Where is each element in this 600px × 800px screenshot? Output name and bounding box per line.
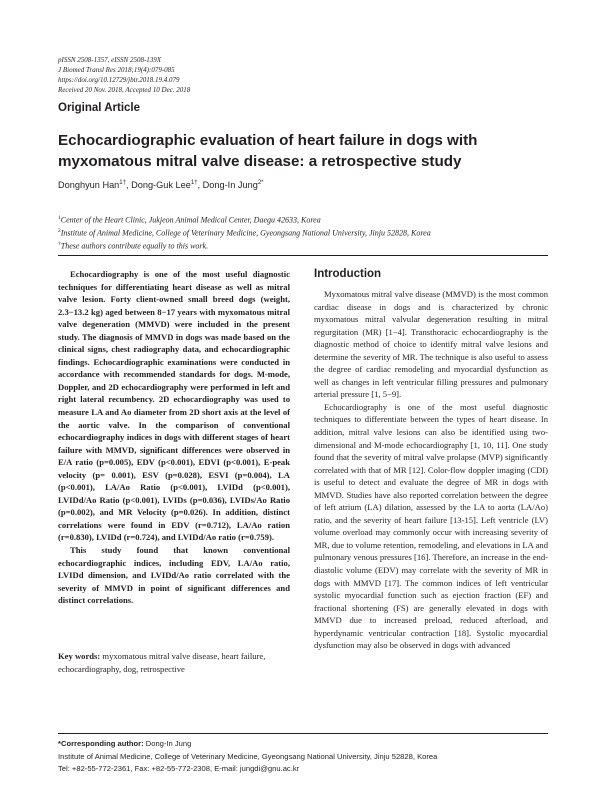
author-separator: , [125, 180, 132, 191]
author-affiliation-mark: 1† [190, 180, 198, 186]
corresponding-author-address: Institute of Animal Medicine, College of Veterinary Medicine, Gyeongsang National University, Jinju 52828, Korea [58, 751, 438, 761]
author-name: Dong-In Jung [202, 180, 258, 191]
corresponding-author-footnote [58, 738, 437, 776]
introduction-heading: Introduction [314, 268, 382, 280]
author-name: Donghyun Han [58, 180, 120, 191]
author-list [58, 180, 264, 190]
affiliation-text: These authors contribute equally to this work. [60, 241, 209, 251]
received-accepted-dates: Received 20 Nov. 2018, Accepted 10 Dec. 2018 [58, 86, 191, 94]
introduction-paragraph: Myxomatous mitral valve disease (MMVD) is the most common cardiac disease in dogs and is characterized by chronic myxomatous mitral valvular degeneration resulting in mitral regurgitation (MR) [1−4]. Transthoracic echocardiography is the diagnostic method of choice to identify mitral valve lesions and determine the severity of MR. The technique is also useful to assess the degree of cardiac remodeling and myocardial dysfunction as well as changes in left ventricular filling pressures and pulmonary arterial pressure [1, 5−9]. [314, 289, 548, 400]
introduction-body [314, 288, 548, 652]
keywords-text: myxomatous mitral valve disease, heart failure, echocardiography, dog, retrospective [58, 651, 266, 674]
affiliation-mark: 1 [58, 215, 61, 221]
footnote-divider [58, 733, 548, 734]
introduction-paragraph: Echocardiography is one of the most useful diagnostic techniques to differentiate between the types of heart disease. In addition, mitral valve lesions can also be identified using two-dimensional and M-mode echocardiography [1, 10, 11]. One study found that the severity of mitral valve prolapse (MVP) significantly correlated with that of MR [12]. Color-flow doppler imaging (CDI) is useful to detect and evaluate the degree of MR in dogs with MMVD. Studies have also reported correlation between the degree of left atrium (LA) dilation, assessed by the LA to aorta (LA/Ao) ratio, and the severity of heart failure [13-15]. Left ventricle (LV) volume overload may commonly occur with increasing severity of MR, due to volume retention, remodeling, and elevations in LA and pulmonary venous pressures [16]. Therefore, an increase in the end-diastolic volume (EDV) may correlate with the severity of MR in dogs with MMVD [17]. The common indices of left ventricular systolic myocardial function such as ejection fraction (EF) and fractional shortening (FS) are generally elevated in dogs with MMVD due to increased preload, reduced afterload, and hyperdynamic ventricular contraction [18]. Systolic myocardial dysfunction may also be observed in dogs with advanced [314, 401, 548, 651]
affiliation-line [58, 213, 431, 226]
corresponding-author-contact: Tel: +82-55-772-2361, Fax: +82-55-772-2308, E-mail: jungdi@gnu.ac.kr [58, 764, 300, 773]
keywords [58, 650, 290, 675]
author-affiliation-mark: 1† [119, 180, 126, 186]
affiliation-list [58, 213, 431, 252]
author-affiliation-mark: 2* [257, 180, 264, 186]
corresponding-author-line [58, 738, 437, 751]
affiliation-mark: 2 [58, 228, 61, 235]
corresponding-author-label: *Corresponding author: [58, 739, 144, 748]
affiliation-text: Center of the Heart Clinic, Jukjeon Animal Medical Center, Daegu 42633, Korea [60, 215, 321, 225]
affiliation-text: Institute of Animal Medicine, College of Veterinary Medicine, Gyeongsang National University, Jinju 52828, Korea [60, 228, 431, 238]
affiliation-line [58, 239, 431, 252]
header-divider [58, 255, 548, 256]
keywords-label: Key words: [58, 651, 101, 661]
issn-line: pISSN 2508-1357, eISSN 2508-139X [58, 56, 162, 64]
affiliation-line [58, 226, 431, 239]
corresponding-author-name: Dong-In Jung [143, 739, 192, 748]
paper-title: Echocardiographic evaluation of heart failure in dogs with myxomatous mitral valve disease: a retrospective study [58, 132, 478, 170]
author-separator: , [197, 180, 203, 191]
abstract-paragraph: Echocardiography is one of the most useful diagnostic techniques for differentiating heart disease as well as mitral valve lesion. Forty client-owned small breed dogs (weight, 2.3−13.2 kg) aged between 8−17 years with myxomatous mitral valve degeneration (MMVD) were included in the present study. The diagnosis of MMVD in dogs was made based on the clinical signs, chest radiography data, and echocardiographic findings. Echocardiographic examinations were conducted in accordance with recommended standards for dogs. M-mode, Doppler, and 2D echocardiography were performed in left and right lateral recumbency. 2D echocardiography was used to measure LA and Ao diameter from 2D short axis at the level of the aortic valve. In the comparison of conventional echocardiography indices in dogs with different stages of heart failure with MMVD, significant differences were observed in E/A ratio (p=0.005), EDV (p<0.001), EDVI (p<0.001), E-peak velocity (p= 0.001), ESV (p=0.028), ESVI (p=0.004), LA (p<0.001), LA/Ao Ratio (p<0.001), LVIDd (p<0.001), LVIDd/Ao Ratio (p<0.001), LVIDs (p=0.036), LVIDs/Ao Ratio (p=0.002), and MR Velocity (p=0.026). In addition, distinct correlations were found in EDV (r=0.712), LA/Ao ration (r=0.830), LVIDd (r=0.724), and LVIDd/Ao ratio (r=0.759). [58, 269, 290, 543]
author-name: Dong-Guk Lee [131, 180, 191, 191]
doi-link[interactable]: https://doi.org/10.12729/jbtr.2018.19.4.079 [58, 76, 180, 84]
affiliation-mark: † [58, 241, 61, 248]
abstract [58, 268, 290, 607]
abstract-paragraph: This study found that known conventional echocardiographic indices, including EDV, LA/Ao ratio, LVIDd dimension, and LVIDd/Ao ratio correlated with the severity of MMVD in point of significant differences and distinct correlations. [58, 545, 290, 606]
article-type-label: Original Article [58, 102, 141, 114]
journal-citation: J Biomed Transl Res 2018;19(4):079-085 [58, 66, 175, 74]
publication-info [58, 55, 190, 95]
